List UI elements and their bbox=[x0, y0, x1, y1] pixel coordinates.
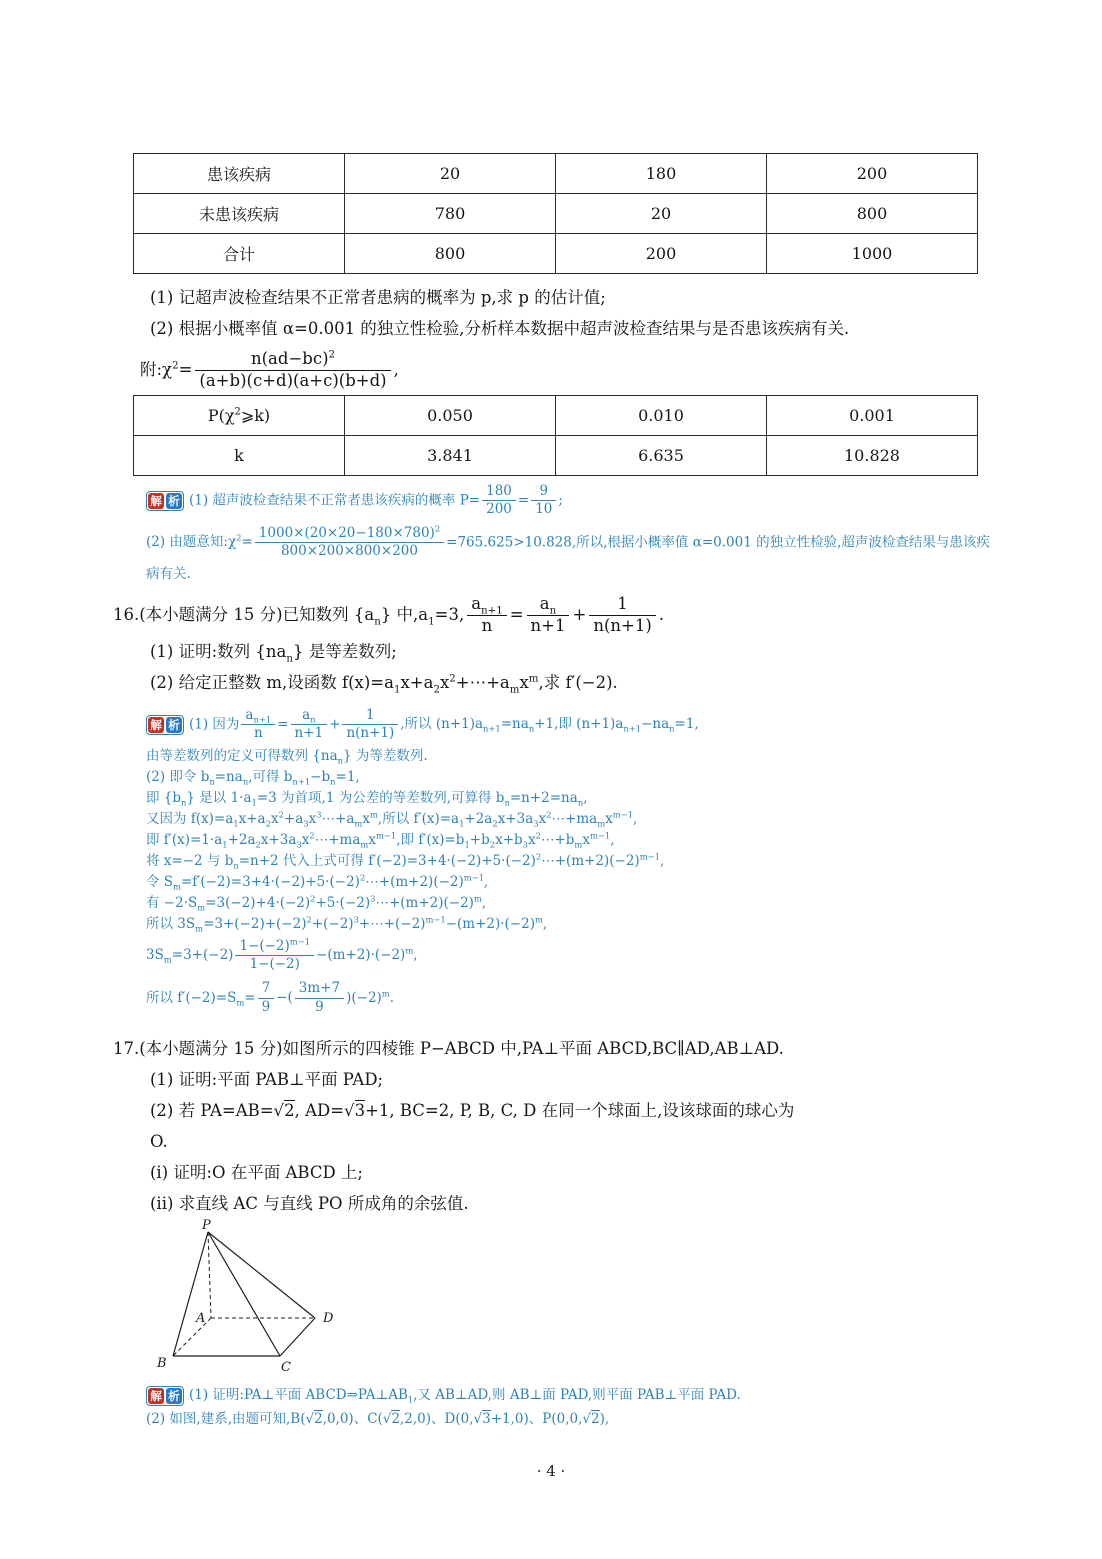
fraction bbox=[195, 350, 390, 391]
table-cell: 180 bbox=[556, 154, 767, 194]
question-15-item-2: (2) 根据小概率值 α=0.001 的独立性检验,分析样本数据中超声波检查结果与是否患该疾病有关. bbox=[150, 319, 850, 338]
question-16-item-1: (1) 证明:数列 $\{na_n\}$ 是等差数列; bbox=[150, 641, 397, 665]
solution-line: 令 $S_m=f'(-2)=3+4\cdot(-2)+5\cdot(-2)^2\cdots+(m+2)(-2)^{m-1}$, bbox=[146, 872, 489, 892]
denominator: 1−(−2) bbox=[249, 956, 300, 973]
jiexi-badge bbox=[146, 715, 184, 735]
solution-line: 将 x=−2 与 $b_n=n+2$ 代入上式可得 $f'(-2)=3+4\cdot(-2)+5\cdot(-2)^2\cdots+(m+2)(-2)^{m-1}$, bbox=[146, 851, 665, 871]
denominator: 9 bbox=[261, 998, 271, 1015]
solution-text: ,所以 $(n+1)a_{n+1}=na_n+1$,即 $(n+1)a_{n+1}-na_n=1$, bbox=[400, 716, 699, 735]
table-cell: k bbox=[134, 435, 345, 475]
solution-block-q16 bbox=[146, 704, 1102, 1019]
denominator: 200 bbox=[486, 501, 512, 518]
jiexi-badge bbox=[146, 1386, 184, 1406]
denominator: n(n+1) bbox=[593, 615, 652, 635]
fraction bbox=[342, 708, 398, 742]
formula-suffix: , bbox=[393, 359, 399, 379]
numerator: 1 bbox=[342, 708, 398, 726]
solution-text: $3S_m=3+(-2)$ bbox=[146, 947, 234, 966]
solution-line bbox=[146, 522, 1102, 564]
fraction bbox=[291, 708, 328, 742]
table-row bbox=[134, 435, 978, 475]
vertex-label-a: A bbox=[196, 1311, 206, 1327]
denominator: n+1 bbox=[530, 615, 566, 635]
table-row bbox=[134, 194, 978, 234]
table-cell: 20 bbox=[345, 154, 556, 194]
question-text: = bbox=[509, 604, 524, 624]
numerator: $n(ad-bc)^2$ bbox=[195, 350, 390, 371]
denominator: n bbox=[253, 725, 263, 742]
solution-text: −( bbox=[276, 989, 293, 1006]
table-row bbox=[134, 154, 978, 194]
contingency-table bbox=[133, 153, 978, 274]
table-cell: 3.841 bbox=[345, 435, 556, 475]
table-row bbox=[134, 234, 978, 274]
fraction bbox=[527, 595, 570, 636]
fraction bbox=[241, 708, 275, 742]
vertex-label-c: C bbox=[281, 1360, 291, 1376]
denominator: n bbox=[481, 615, 493, 635]
solution-text: 所以 $f'(-2)=S_m=$ bbox=[146, 989, 256, 1008]
numerator: $a_n$ bbox=[291, 708, 328, 726]
numerator: $1-(-2)^{m-1}$ bbox=[235, 939, 314, 957]
table-cell: $P(\chi^2⩾k)$ bbox=[134, 395, 345, 435]
numerator: $a_{n+1}$ bbox=[241, 708, 275, 726]
question-17-item-1: (1) 证明:平面 PAB⊥平面 PAD; bbox=[150, 1070, 384, 1090]
solution-line: 又因为 $f(x)=a_1x+a_2x^2+a_3x^3\cdots+a_mx^m$,所以 $f'(x)=a_1+2a_2x+3a_3x^2\cdots+ma_mx^{m-1}$, bbox=[146, 809, 638, 829]
solution-text: (2) 由题意知$:\chi^2=$ bbox=[146, 532, 253, 551]
question-17-item-2: (2) 若 PA=AB=√2, AD=√3+1, BC=2, P, B, C, D 在同一个球面上,设该球面的球心为 bbox=[150, 1101, 795, 1121]
question-17 bbox=[113, 1033, 1102, 1219]
chi-square-formula bbox=[140, 350, 1102, 391]
fraction bbox=[531, 484, 556, 518]
solution-line bbox=[146, 935, 1102, 977]
table-cell: 0.001 bbox=[767, 395, 978, 435]
solution-line: (2) 即令 $b_n=na_n$,可得 $b_{n+1}-b_n=1$, bbox=[146, 768, 360, 787]
question-text: + bbox=[572, 604, 587, 624]
table-cell: 200 bbox=[556, 234, 767, 274]
solution-text: )$(-2)^m$. bbox=[346, 988, 395, 1006]
vertex-label-d: D bbox=[323, 1311, 334, 1327]
table-cell: 合计 bbox=[134, 234, 345, 274]
fraction bbox=[255, 523, 444, 560]
denominator: n+1 bbox=[294, 725, 324, 742]
page-number: · 4 · bbox=[536, 1462, 566, 1481]
xi-badge: 析 bbox=[166, 1388, 182, 1404]
question-17-item-ii: (ii) 求直线 AC 与直线 PO 所成角的余弦值. bbox=[150, 1194, 469, 1214]
solution-text: (1) 因为 bbox=[189, 716, 240, 733]
table-cell: 800 bbox=[345, 234, 556, 274]
solution-text: $-(m+2)\cdot(-2)^m$, bbox=[316, 945, 418, 964]
jie-badge: 解 bbox=[148, 717, 164, 733]
numerator: 1 bbox=[589, 595, 655, 616]
numerator: $a_{n+1}$ bbox=[467, 595, 507, 616]
solution-line: 有 $-2\cdot S_m=3(-2)+4\cdot(-2)^2+5\cdot(-2)^3\cdots+(m+2)(-2)^m$, bbox=[146, 893, 487, 913]
solution-line bbox=[146, 704, 1102, 746]
pyramid-svg bbox=[140, 1219, 400, 1379]
xi-badge: 析 bbox=[166, 493, 182, 509]
solution-line bbox=[146, 1385, 1102, 1406]
denominator: n(n+1) bbox=[346, 725, 395, 742]
question-17-heading: 17.(本小题满分 15 分)如图所示的四棱锥 P−ABCD 中,PA⊥平面 ABCD,BC∥AD,AB⊥AD. bbox=[113, 1039, 784, 1059]
solution-line: 即 $\{b_n\}$ 是以 $1\cdot a_1=3$ 为首项,1 为公差的等差数列,可算得 $b_n=n+2=na_n$, bbox=[146, 789, 588, 808]
table-cell: 6.635 bbox=[556, 435, 767, 475]
question-16-heading bbox=[113, 595, 1102, 636]
denominator: 800×200×800×200 bbox=[280, 543, 418, 560]
jiexi-badge bbox=[146, 491, 184, 511]
numerator: $1000\times(20\times 20-180\times 780)^2$ bbox=[255, 526, 444, 544]
table-cell: 患该疾病 bbox=[134, 154, 345, 194]
denominator: (a+b)(c+d)(a+c)(b+d) bbox=[199, 370, 387, 390]
vertex-label-b: B bbox=[157, 1356, 167, 1372]
table-cell: 10.828 bbox=[767, 435, 978, 475]
solution-text: = bbox=[517, 492, 530, 509]
question-17-item-2b: O. bbox=[150, 1132, 168, 1152]
jie-badge: 解 bbox=[148, 493, 164, 509]
numerator: 7 bbox=[258, 981, 275, 999]
critical-value-table bbox=[133, 395, 978, 476]
solution-text: ; bbox=[558, 492, 563, 509]
solution-line: 由等差数列的定义可得数列 $\{na_n\}$ 为等差数列. bbox=[146, 747, 428, 766]
numerator: $a_n$ bbox=[527, 595, 570, 616]
table-cell: 0.050 bbox=[345, 395, 556, 435]
table-cell: 200 bbox=[767, 154, 978, 194]
fraction bbox=[295, 981, 344, 1015]
fraction bbox=[258, 981, 275, 1015]
solution-block-q15 bbox=[146, 480, 1102, 585]
question-text: . bbox=[658, 604, 665, 624]
numerator: 3m+7 bbox=[295, 981, 344, 999]
formula-prefix: 附$:\chi^2=$ bbox=[140, 359, 193, 379]
numerator: 9 bbox=[531, 484, 556, 502]
solution-block-q17 bbox=[146, 1385, 1102, 1432]
table-cell: 1000 bbox=[767, 234, 978, 274]
table-cell: 800 bbox=[767, 194, 978, 234]
solution-line bbox=[146, 480, 1102, 522]
solution-text: + bbox=[329, 716, 341, 733]
denominator: 9 bbox=[315, 998, 324, 1015]
solution-text: (1) 证明:PA⊥平面 $ABCD\Rightarrow PA\perp AB_1$,又 AB⊥AD,则 AB⊥面 PAD,则平面 PAB⊥平面 PAD. bbox=[189, 1387, 741, 1405]
question-16-item-2: (2) 给定正整数 m,设函数 $f(x)=a_1x+a_2x^2+\cdots+a_mx^m$,求 f′(−2). bbox=[150, 672, 618, 696]
question-text: 16.(本小题满分 15 分)已知数列 $\{a_n\}$ 中$,a_1=3$, bbox=[113, 604, 465, 628]
solution-line: 所以 $3S_m=3+(-2)+(-2)^2+(-2)^3+\cdots+(-2)^{m-1}-(m+2)\cdot(-2)^m$, bbox=[146, 914, 548, 934]
vertex-label-p: P bbox=[202, 1219, 211, 1234]
table-cell: 20 bbox=[556, 194, 767, 234]
numerator: 180 bbox=[482, 484, 516, 502]
denominator: 10 bbox=[535, 501, 553, 518]
solution-text: =765.625>10.828,所以,根据小概率值 α=0.001 的独立性检验,超声波检查结果与患该疾 bbox=[446, 534, 990, 551]
question-17-item-i: (i) 证明:O 在平面 ABCD 上; bbox=[150, 1163, 363, 1183]
solution-text: (1) 超声波检查结果不正常者患该疾病的概率 P= bbox=[189, 492, 481, 509]
solution-line: (2) 如图,建系,由题可知,B(√2,0,0)、C(√2,2,0)、D(0,√3+1,0)、P(0,0,√2), bbox=[146, 1411, 610, 1428]
table-row bbox=[134, 395, 978, 435]
xi-badge: 析 bbox=[166, 717, 182, 733]
solution-line: 即 $f'(x)=1\cdot a_1+2a_2x+3a_3x^2\cdots+ma_mx^{m-1}$,即 $f'(x)=b_1+b_2x+b_3x^2\cdots+b_mx^{m-1}$, bbox=[146, 830, 615, 850]
solution-line: 病有关. bbox=[146, 566, 191, 582]
table-cell: 780 bbox=[345, 194, 556, 234]
fraction bbox=[467, 595, 507, 636]
fraction bbox=[589, 595, 655, 636]
pyramid-figure bbox=[140, 1219, 400, 1379]
fraction bbox=[482, 484, 516, 518]
table-cell: 未患该疾病 bbox=[134, 194, 345, 234]
fraction bbox=[235, 936, 314, 973]
question-15-item-1: (1) 记超声波检查结果不正常者患病的概率为 p,求 p 的估计值; bbox=[150, 288, 606, 307]
jie-badge: 解 bbox=[148, 1388, 164, 1404]
solution-line bbox=[146, 977, 1102, 1019]
solution-text: = bbox=[277, 716, 289, 733]
question-16 bbox=[113, 595, 1102, 698]
table-cell: 0.010 bbox=[556, 395, 767, 435]
